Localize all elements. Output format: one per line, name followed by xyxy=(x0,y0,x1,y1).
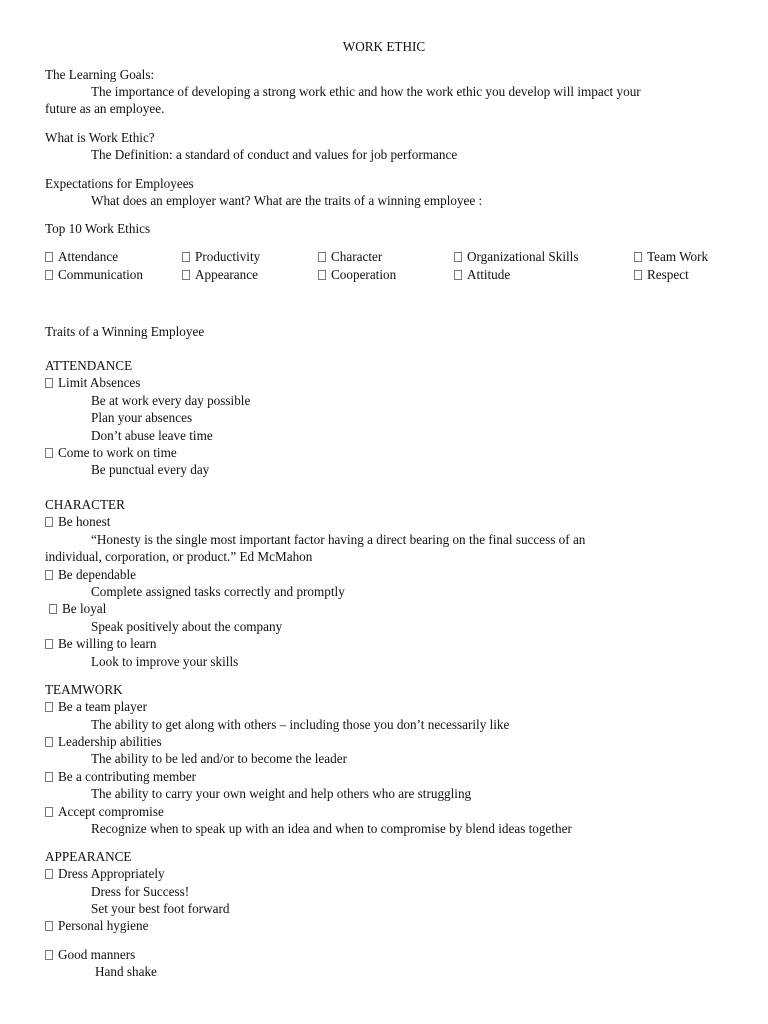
sub-item: Hand shake xyxy=(95,964,157,979)
checkbox-icon xyxy=(454,270,462,280)
expectations-text: What does an employer want? What are the traits of a winning employee : xyxy=(91,193,483,208)
top10-item: Team Work xyxy=(634,249,708,265)
learning-goals-line: The importance of developing a strong work ethic and how the work ethic you develop will impact your xyxy=(91,84,641,99)
checkbox-icon xyxy=(45,517,53,527)
sub-item: Be at work every day possible xyxy=(91,393,251,408)
sub-item: Don’t abuse leave time xyxy=(91,428,213,443)
sub-item: The ability to carry your own weight and help others who are struggling xyxy=(91,786,472,801)
bullet-item: Accept compromise xyxy=(45,804,164,820)
character-heading: CHARACTER xyxy=(45,497,125,512)
sub-item: The ability to be led and/or to become the leader xyxy=(91,751,347,766)
teamwork-heading: TEAMWORK xyxy=(45,682,123,697)
learning-goals-line: future as an employee. xyxy=(45,101,165,116)
bullet-item: Good manners xyxy=(45,947,135,963)
checkbox-icon xyxy=(45,772,53,782)
bullet-item: Be willing to learn xyxy=(45,636,157,652)
checkbox-icon xyxy=(45,807,53,817)
checkbox-icon xyxy=(318,252,326,262)
traits-heading: Traits of a Winning Employee xyxy=(45,324,205,339)
sub-item: Plan your absences xyxy=(91,410,193,425)
bullet-item: Limit Absences xyxy=(45,375,140,391)
sub-item: Set your best foot forward xyxy=(91,901,230,916)
definition-text: The Definition: a standard of conduct and values for job performance xyxy=(91,147,458,162)
checkbox-icon xyxy=(49,604,57,614)
top10-item: Attitude xyxy=(454,267,510,283)
quote-line: individual, corporation, or product.” Ed McMahon xyxy=(45,549,313,564)
checkbox-icon xyxy=(45,378,53,388)
checkbox-icon xyxy=(45,570,53,580)
bullet-item: Personal hygiene xyxy=(45,918,148,934)
top10-item: Character xyxy=(318,249,382,265)
sub-item: Be punctual every day xyxy=(91,462,210,477)
top10-item: Productivity xyxy=(182,249,260,265)
bullet-item: Be loyal xyxy=(49,601,106,617)
checkbox-icon xyxy=(45,921,53,931)
checkbox-icon xyxy=(45,737,53,747)
top10-item: Cooperation xyxy=(318,267,396,283)
attendance-heading: ATTENDANCE xyxy=(45,358,133,373)
bullet-item: Come to work on time xyxy=(45,445,177,461)
checkbox-icon xyxy=(634,270,642,280)
bullet-item: Be a contributing member xyxy=(45,769,196,785)
learning-goals-heading: The Learning Goals: xyxy=(45,67,155,82)
top10-item: Communication xyxy=(45,267,143,283)
sub-item: Dress for Success! xyxy=(91,884,190,899)
top10-item: Attendance xyxy=(45,249,118,265)
checkbox-icon xyxy=(318,270,326,280)
checkbox-icon xyxy=(182,252,190,262)
sub-item: Speak positively about the company xyxy=(91,619,283,634)
checkbox-icon xyxy=(454,252,462,262)
bullet-item: Dress Appropriately xyxy=(45,866,165,882)
document-title: WORK ETHIC xyxy=(342,39,426,54)
top10-heading: Top 10 Work Ethics xyxy=(45,221,151,236)
checkbox-icon xyxy=(182,270,190,280)
checkbox-icon xyxy=(45,702,53,712)
checkbox-icon xyxy=(45,252,53,262)
appearance-heading: APPEARANCE xyxy=(45,849,132,864)
sub-item: Recognize when to speak up with an idea and when to compromise by blend ideas together xyxy=(91,821,572,836)
top10-item: Appearance xyxy=(182,267,258,283)
bullet-item: Be a team player xyxy=(45,699,147,715)
expectations-heading: Expectations for Employees xyxy=(45,176,194,191)
bullet-item: Leadership abilities xyxy=(45,734,162,750)
checkbox-icon xyxy=(45,950,53,960)
sub-item: Complete assigned tasks correctly and promptly xyxy=(91,584,345,599)
checkbox-icon xyxy=(45,270,53,280)
sub-item: Look to improve your skills xyxy=(91,654,239,669)
bullet-item: Be dependable xyxy=(45,567,136,583)
quote-line: “Honesty is the single most important factor having a direct bearing on the final success of an xyxy=(91,532,586,547)
checkbox-icon xyxy=(634,252,642,262)
checkbox-icon xyxy=(45,869,53,879)
checkbox-icon xyxy=(45,639,53,649)
top10-item: Organizational Skills xyxy=(454,249,578,265)
what-is-heading: What is Work Ethic? xyxy=(45,130,155,145)
bullet-item: Be honest xyxy=(45,514,110,530)
checkbox-icon xyxy=(45,448,53,458)
sub-item: The ability to get along with others – including those you don’t necessarily like xyxy=(91,717,510,732)
top10-item: Respect xyxy=(634,267,689,283)
